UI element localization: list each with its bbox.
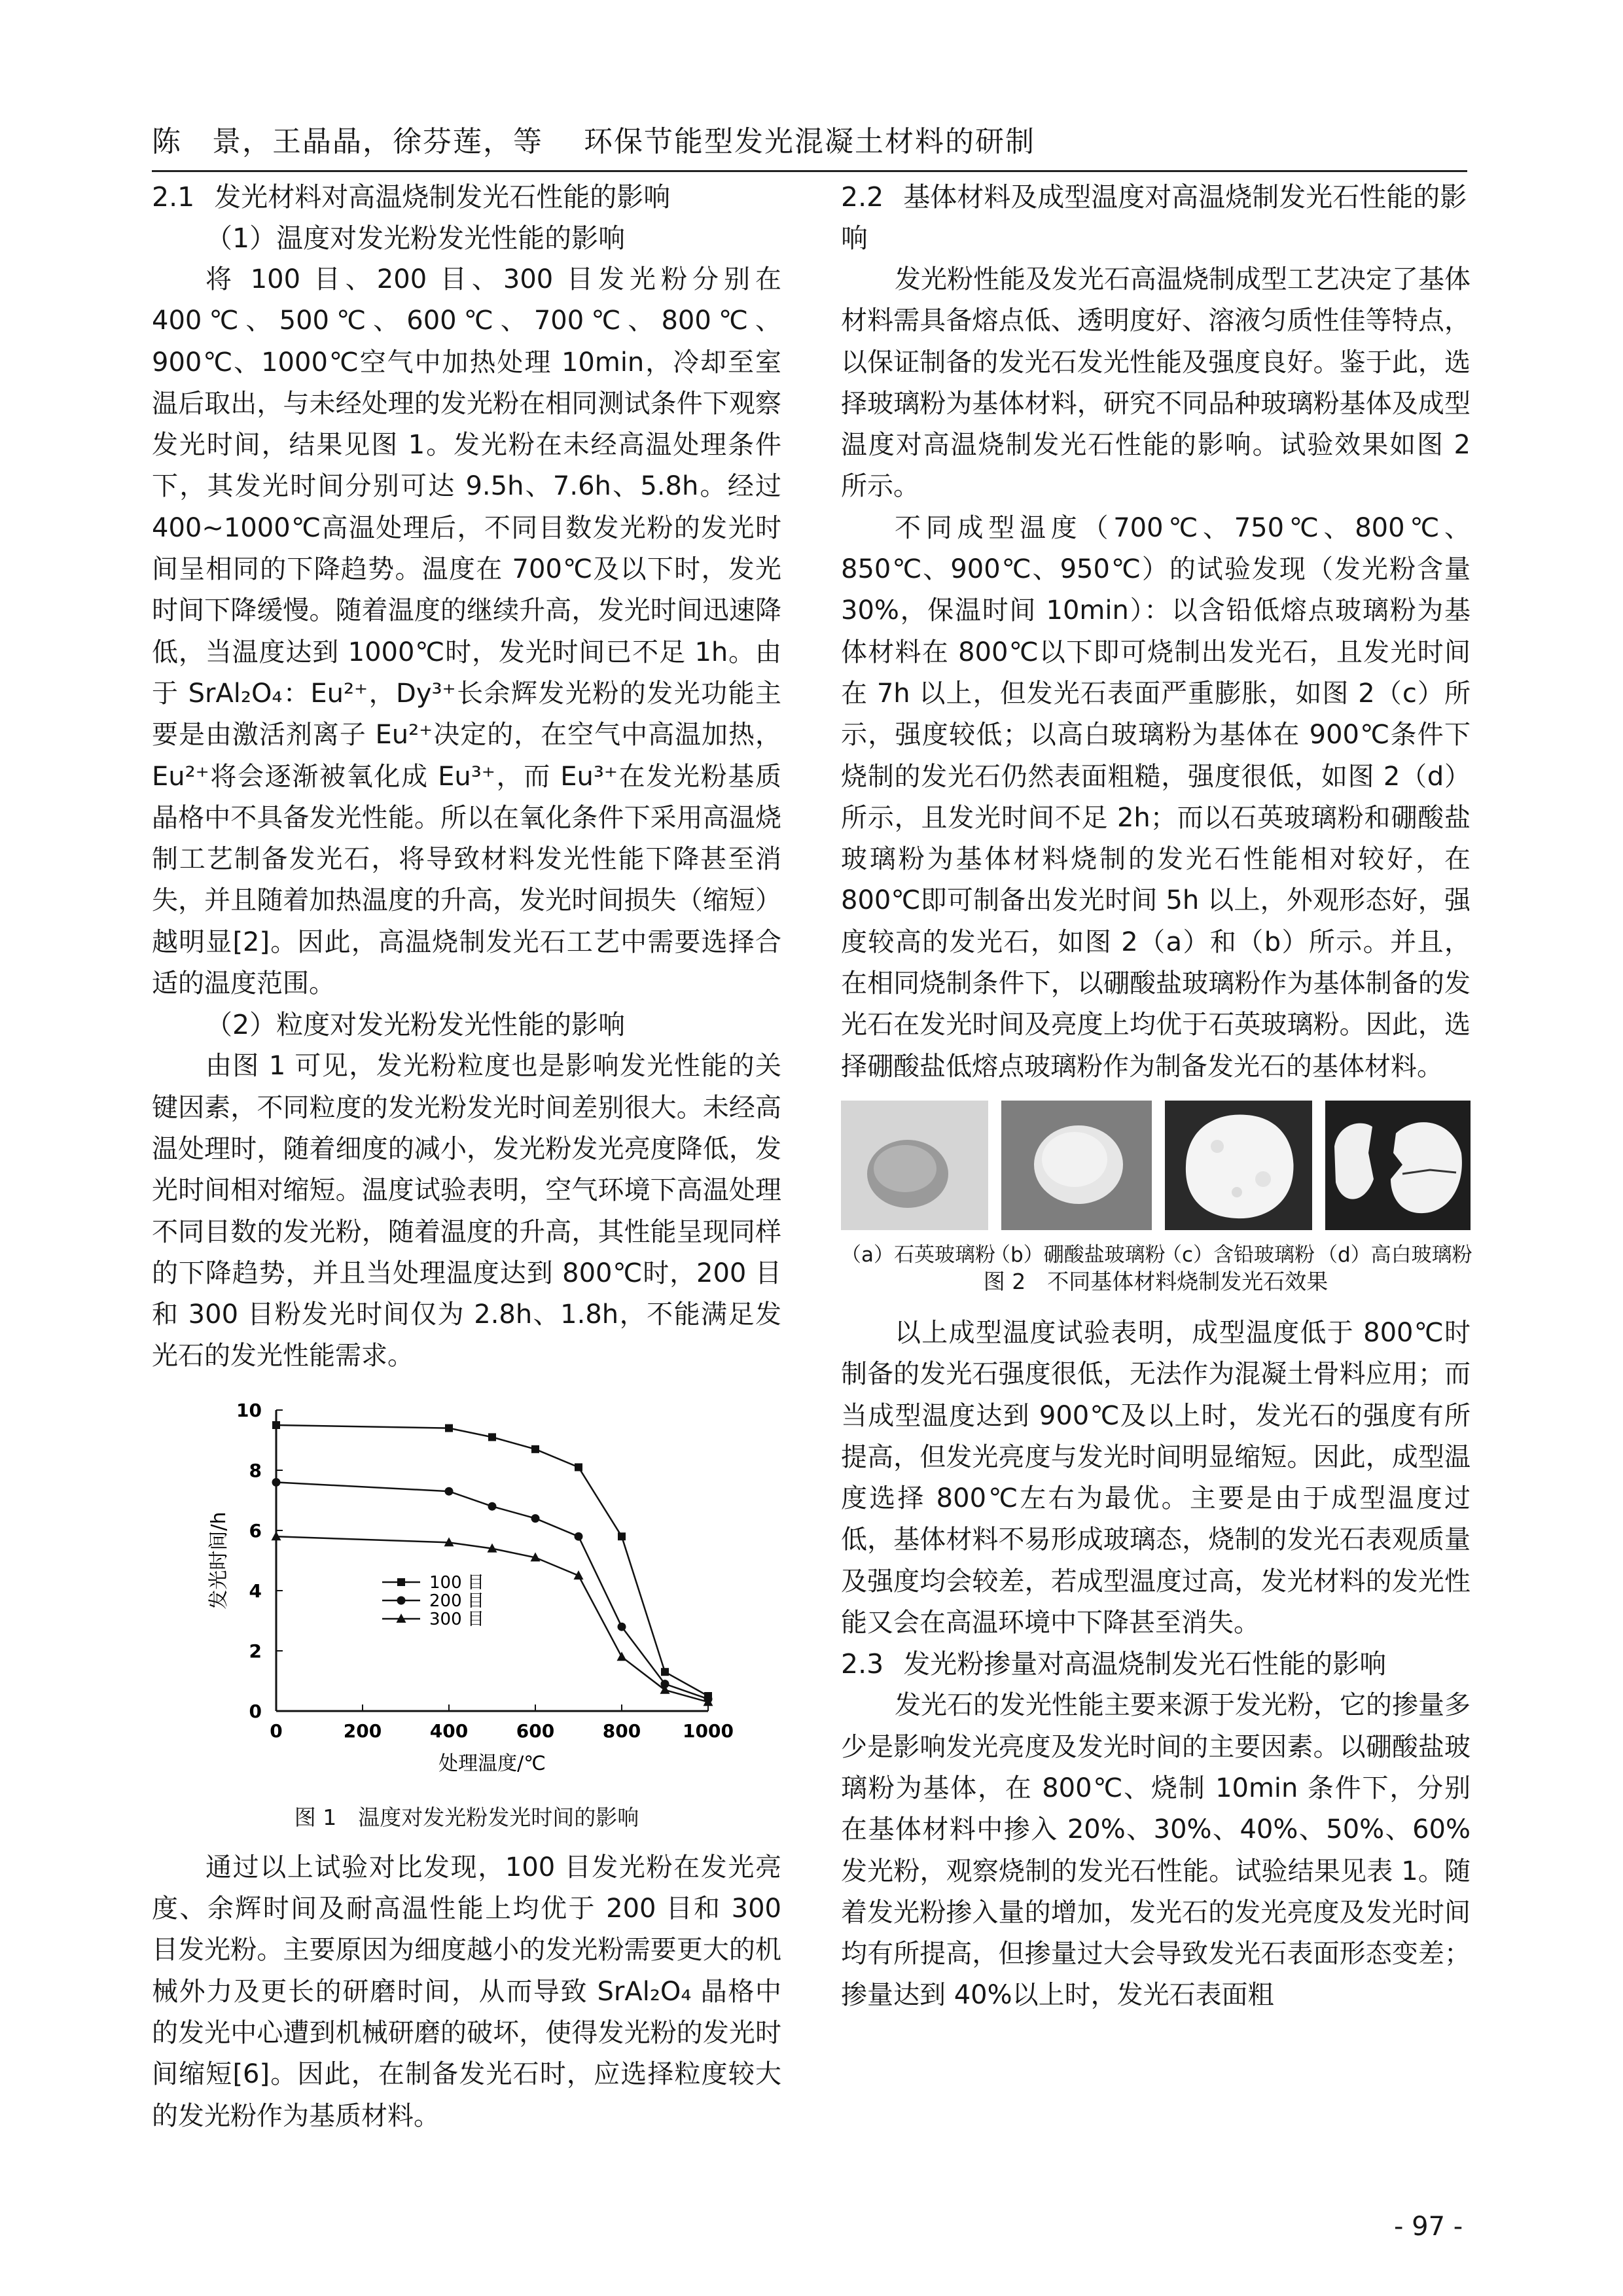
data-point <box>272 1478 281 1487</box>
y-tick-label: 6 <box>249 1519 262 1542</box>
paragraph: 将 100 目、200 目、300 目发光粉分别在 400℃、500℃、600℃、700℃、800℃、900℃、1000℃空气中加热处理 10min，冷却至室温后取出，与未经处理的发光粉在相同测试条件下观察发光时间，结果见图 1。发光粉在未经高温处理条件下，其发光时间分别可达 9.5h、7.6h、5.8h。经过 400~1000℃高温处理后，不同目数发光粉的发光时间呈相同的下降趋势。温度在 700℃及以下时，发光时间下降缓慢。随着温度的继续升高，发光时间迅速降低，当温度达到 1000℃时，发光时间已不足 1h。由于 SrAl₂O₄：Eu²⁺，Dy³⁺长余辉发光粉的发光功能主要是由激活剂离子 Eu²⁺决定的，在空气中高温加热，Eu²⁺将会逐渐被氧化成 Eu³⁺，而 Eu³⁺在发光粉基质晶格中不具备发光性能。所以在氧化条件下采用高温烧制工艺制备发光石，将导致材料发光性能下降甚至消失，并且随着加热温度的升高，发光时间损失（缩短）越明显[2]。因此，高温烧制发光石工艺中需要选择合适的温度范围。 <box>152 264 781 999</box>
data-point <box>618 1532 626 1540</box>
photo-lead-glass-sample <box>1165 1101 1312 1230</box>
legend-label: 100 目 <box>429 1572 484 1593</box>
figure-2 <box>841 1101 1471 1298</box>
header-authors: 陈 景，王晶晶，徐芬莲，等 <box>152 125 543 158</box>
data-point <box>445 1424 453 1432</box>
header-rule <box>152 170 1467 172</box>
y-tick-label: 0 <box>249 1700 262 1722</box>
page-number: - 97 - <box>1394 2212 1463 2242</box>
right-column <box>841 177 1471 2017</box>
section-2-1-heading <box>152 177 781 218</box>
subheading-particle-size: （2）粒度对发光粉发光性能的影响 <box>205 1009 626 1041</box>
chart-temperature-vs-glow-time <box>152 1383 781 1801</box>
paragraph: 发光粉性能及发光石高温烧制成型工艺决定了基体材料需具备熔点低、透明度好、溶液匀质性佳等特点，以保证制备的发光石发光性能及强度良好。鉴于此，选择玻璃粉为基体材料，研究不同品种玻璃粉基体及成型温度对高温烧制发光石性能的影响。试验效果如图 2 所示。 <box>841 264 1471 502</box>
x-axis-label: 处理温度/℃ <box>438 1752 546 1775</box>
x-tick-label: 200 <box>343 1720 382 1742</box>
section-number: 2.3 <box>841 1648 884 1680</box>
section-2-3-heading <box>841 1644 1471 1685</box>
series-line-2 <box>276 1482 708 1699</box>
left-column <box>152 177 781 2137</box>
section-number: 2.2 <box>841 181 884 213</box>
x-tick-label: 400 <box>429 1720 469 1742</box>
series-line-3 <box>276 1536 708 1702</box>
legend-marker <box>397 1596 406 1604</box>
y-tick-label: 10 <box>236 1399 262 1421</box>
data-point <box>575 1532 583 1540</box>
figure-2-photos <box>841 1101 1471 1230</box>
section-2-2-heading <box>841 177 1471 259</box>
legend-marker <box>397 1578 405 1586</box>
section-title: 发光材料对高温烧制发光石性能的影响 <box>214 181 671 213</box>
data-point <box>531 1445 539 1453</box>
y-axis-label: 发光时间/h <box>207 1511 230 1610</box>
header-title: 环保节能型发光混凝土材料的研制 <box>584 125 1035 158</box>
x-tick-label: 800 <box>602 1720 641 1742</box>
figure-1 <box>152 1383 781 1801</box>
figure-2-caption: 图 2 不同基体材料烧制发光石效果 <box>983 1268 1329 1294</box>
x-tick-label: 600 <box>516 1720 555 1742</box>
subheading-temperature: （1）温度对发光粉发光性能的影响 <box>205 222 626 254</box>
data-point <box>488 1502 497 1510</box>
photo-quartz-glass-sample <box>841 1101 988 1230</box>
y-tick-label: 8 <box>249 1459 262 1481</box>
section-title: 基体材料及成型温度对高温烧制发光石性能的影响 <box>841 181 1467 254</box>
y-tick-label: 4 <box>249 1580 262 1602</box>
photo-label-b: （b）硼酸盐玻璃粉 <box>990 1243 1166 1267</box>
photo-borate-glass-sample <box>1001 1101 1152 1230</box>
paragraph: 由图 1 可见，发光粉粒度也是影响发光性能的关键因素，不同粒度的发光粉发光时间差别很大。未经高温处理时，随着细度的减小，发光粉发光亮度降低，发光时间相对缩短。温度试验表明，空气环境下高温处理不同目数的发光粉，随着温度的升高，其性能呈现同样的下降趋势，并且当处理温度达到 800℃时，200 目和 300 目粉发光时间仅为 2.8h、1.8h，不能满足发光石的发光性能需求。 <box>152 1051 781 1371</box>
figure-2-labels <box>841 1230 1471 1265</box>
legend-label: 300 目 <box>429 1609 484 1629</box>
section-title: 发光粉掺量对高温烧制发光石性能的影响 <box>903 1648 1387 1680</box>
y-tick-label: 2 <box>249 1640 262 1662</box>
paragraph: 通过以上试验对比发现，100 目发光粉在发光亮度、余辉时间及耐高温性能上均优于 200 目和 300 目发光粉。主要原因为细度越小的发光粉需要更大的机械外力及更长的研磨时间，从而导致 SrAl₂O₄ 晶格中的发光中心遭到机械研磨的破坏，使得发光粉的发光时间缩短[6]。因此，在制备发光石时，应选择粒度较大的发光粉作为基质材料。 <box>152 1852 781 2131</box>
photo-label-d: （d）高白玻璃粉 <box>1317 1243 1472 1267</box>
data-point <box>531 1514 540 1523</box>
data-point <box>488 1433 496 1441</box>
x-tick-label: 1000 <box>683 1720 734 1742</box>
photo-label-c: （c）含铅玻璃粉 <box>1162 1243 1315 1267</box>
data-point <box>617 1651 627 1661</box>
data-point <box>618 1622 626 1631</box>
running-header <box>152 113 1467 171</box>
paragraph: 以上成型温度试验表明，成型温度低于 800℃时制备的发光石强度很低，无法作为混凝土骨料应用；而当成型温度达到 900℃及以上时，发光石的强度有所提高，但发光亮度与发光时间明显缩短。因此，成型温度选择 800℃左右为最优。主要是由于成型温度过低，基体材料不易形成玻璃态，烧制的发光石表观质量及强度均会较差，若成型温度过高，发光材料的发光性能又会在高温环境中下降甚至消失。 <box>841 1317 1471 1638</box>
data-point <box>272 1421 280 1429</box>
section-number: 2.1 <box>152 181 195 213</box>
data-point <box>445 1487 454 1495</box>
paragraph: 不同成型温度（700℃、750℃、800℃、850℃、900℃、950℃）的试验发现（发光粉含量 30%，保温时间 10min）：以含铅低熔点玻璃粉为基体材料在 800℃以下即可烧制出发光石，且发光时间在 7h 以上，但发光石表面严重膨胀，如图 2（c）所示，强度较低；以高白玻璃粉为基体在 900℃条件下烧制的发光石仍然表面粗糙，强度很低，如图 2（d）所示，且发光时间不足 2h；而以石英玻璃粉和硼酸盐玻璃粉为基体材料烧制的发光石性能相对较好，在 800℃即可制备出发光时间 5h 以上，外观形态好，强度较高的发光石，如图 2（a）和（b）所示。并且，在相同烧制条件下，以硼酸盐玻璃粉作为基体制备的发光石在发光时间及亮度上均优于石英玻璃粉。因此，选择硼酸盐低熔点玻璃粉作为制备发光石的基体材料。 <box>841 512 1471 1082</box>
data-point <box>575 1463 582 1471</box>
figure-1-caption: 图 1 温度对发光粉发光时间的影响 <box>294 1804 639 1830</box>
paragraph: 发光石的发光性能主要来源于发光粉，它的掺量多少是影响发光亮度及发光时间的主要因素。以硼酸盐玻璃粉为基体，在 800℃、烧制 10min 条件下，分别在基体材料中掺入 20%、30%、40%、50%、60%发光粉，观察烧制的发光石性能。试验结果见表 1。随着发光粉掺入量的增加，发光石的发光亮度及发光时间均有所提高，但掺量过大会导致发光石表面形态变差；掺量达到 40%以上时，发光石表面粗 <box>841 1690 1471 2011</box>
x-tick-label: 0 <box>270 1720 283 1742</box>
photo-label-a: （a）石英玻璃粉 <box>841 1243 995 1267</box>
legend-label: 200 目 <box>429 1591 484 1611</box>
data-point <box>661 1668 669 1676</box>
photo-high-white-glass-sample <box>1325 1101 1471 1230</box>
